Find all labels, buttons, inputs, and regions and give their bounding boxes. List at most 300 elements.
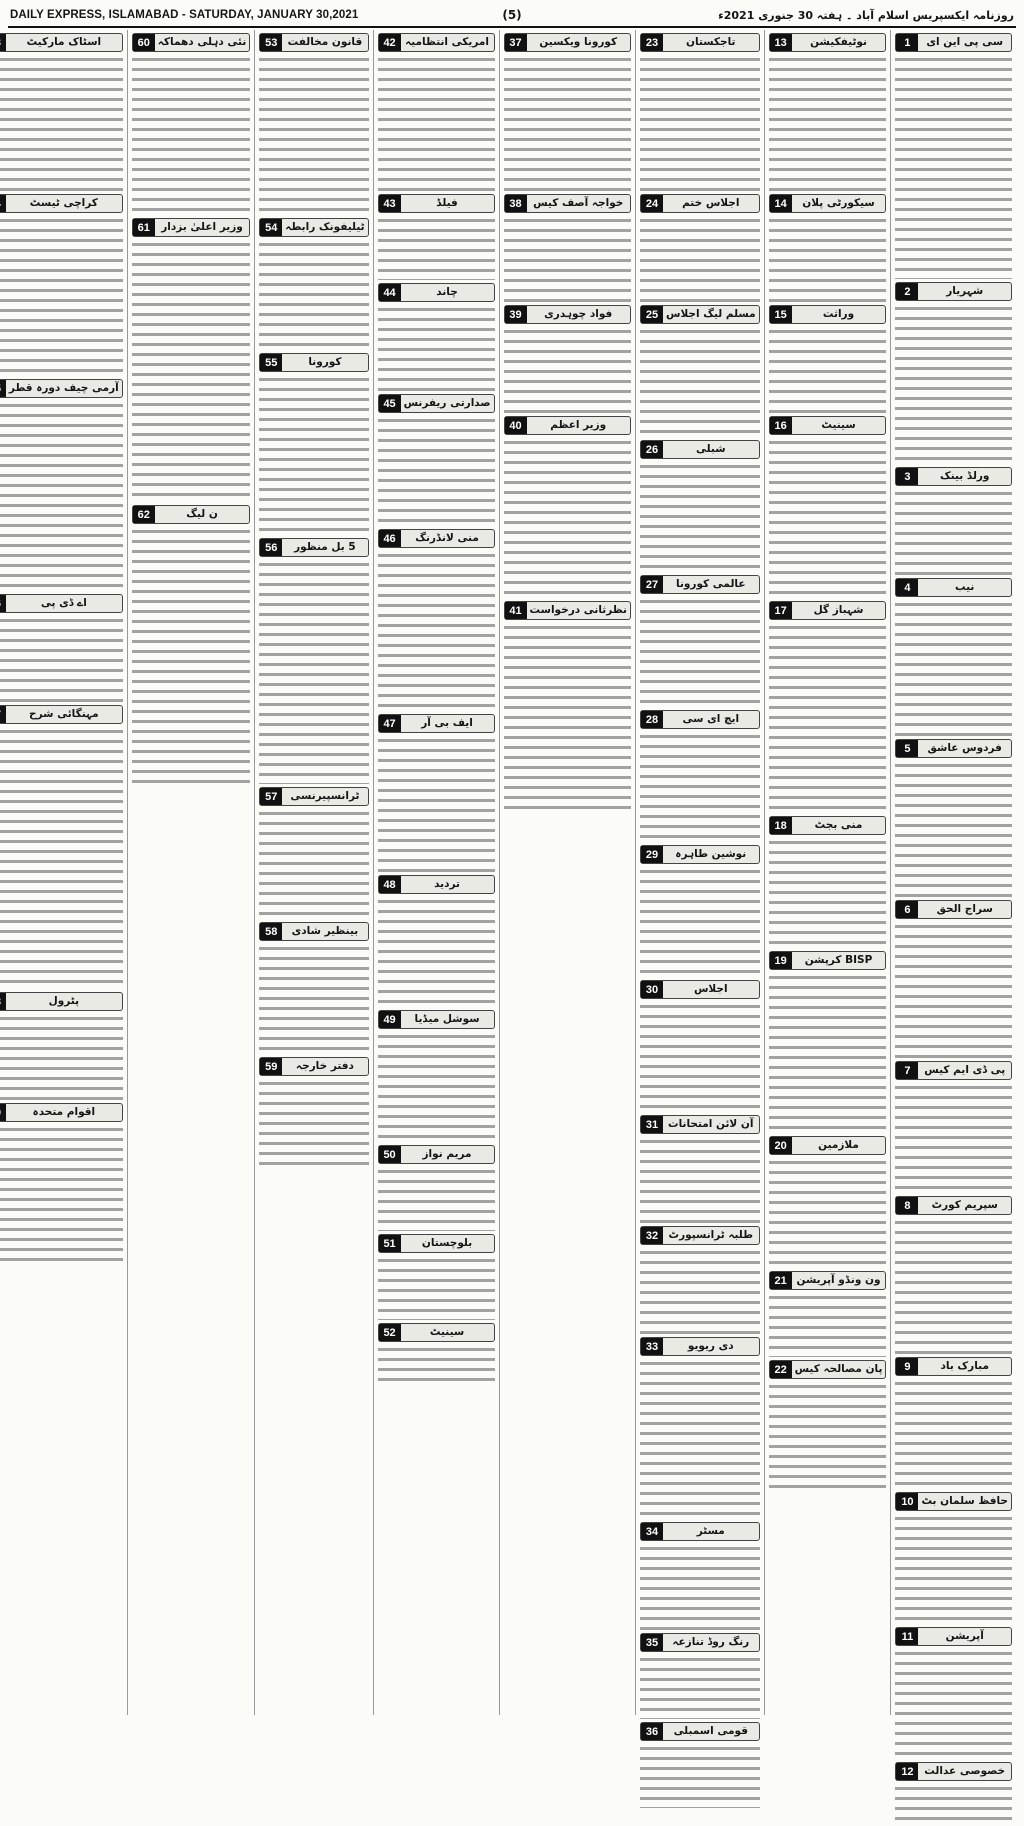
story-body-text (640, 1544, 760, 1630)
story-number-badge: 23 (641, 34, 663, 51)
story-heading (895, 1762, 1012, 1781)
story-number-badge: 18 (770, 817, 792, 834)
story-title: ون ونڈو آپریشن (796, 1274, 881, 1286)
story-body-text (640, 1744, 760, 1808)
story-title: اجلاس ختم (682, 197, 740, 209)
story-title: کورونا ویکسین (539, 36, 618, 48)
story-title: امریکی انتظامیہ (405, 36, 489, 48)
story-title: ورلڈ بینک (939, 470, 990, 482)
news-story (895, 578, 1012, 736)
story-heading (895, 1492, 1012, 1511)
story-title: نوشین طاہرہ (675, 848, 747, 860)
story-body-text (640, 462, 760, 572)
story-title: طلبہ ٹرانسپورٹ (668, 1229, 753, 1241)
story-title: اجلاس (693, 983, 728, 995)
story-number-badge: 26 (641, 441, 663, 458)
news-story (640, 1115, 760, 1223)
news-story (378, 1010, 495, 1142)
story-body-text (895, 1784, 1012, 1826)
story-heading (259, 787, 368, 806)
news-story (895, 1627, 1012, 1759)
story-title: مسٹر (696, 1525, 725, 1537)
story-body-text (895, 600, 1012, 736)
story-heading (640, 1522, 760, 1541)
story-title: آن لائن امتحانات (668, 1118, 754, 1130)
story-title: اقوام متحدہ (32, 1106, 96, 1118)
story-number-badge: 22 (770, 1361, 792, 1378)
story-body-text (259, 944, 368, 1054)
story-title: مسلم لیگ اجلاس (665, 308, 756, 320)
story-number-badge: 16 (770, 417, 792, 434)
story-title: سی پی این ای (926, 36, 1004, 48)
story-body-text (378, 55, 495, 191)
story-title: پٹرول (48, 995, 80, 1007)
story-number-badge: 28 (641, 711, 663, 728)
story-title: آپریشن (945, 1630, 984, 1642)
story-body-text (378, 736, 495, 872)
story-heading (259, 33, 368, 52)
story-number-badge: 60 (133, 34, 155, 51)
news-story (259, 787, 368, 919)
story-heading (0, 1103, 123, 1122)
story-body-text (378, 1167, 495, 1231)
story-heading (378, 1010, 495, 1029)
story-heading (378, 875, 495, 894)
story-heading (132, 33, 251, 52)
news-story (378, 394, 495, 526)
story-heading (0, 379, 123, 398)
story-number-badge: 10 (896, 1493, 918, 1510)
story-number-badge: 30 (641, 981, 663, 998)
masthead (8, 6, 1016, 28)
story-body-text (895, 1218, 1012, 1354)
story-title: بلوچستان (421, 1237, 473, 1249)
story-number-badge: 48 (379, 876, 401, 893)
news-story (640, 1337, 760, 1519)
story-body-text (769, 973, 887, 1133)
story-title: نوٹیفکیشن (810, 36, 867, 48)
news-story (259, 1057, 368, 1165)
story-body-text (132, 240, 251, 502)
news-story (378, 1323, 495, 1387)
story-heading (769, 816, 887, 835)
news-column (635, 30, 764, 1738)
story-number-badge: 41 (505, 602, 527, 619)
story-body-text (0, 216, 123, 376)
story-number-badge (0, 993, 6, 1010)
story-body-text (0, 401, 123, 591)
story-title: شہباز گل (813, 604, 864, 616)
story-heading (769, 951, 887, 970)
news-column (499, 30, 635, 1715)
story-title: ٹیلیفونک رابطہ (285, 221, 365, 233)
story-body-text (640, 867, 760, 977)
story-body-text (769, 55, 887, 191)
story-body-text (640, 55, 760, 191)
story-heading (895, 1357, 1012, 1376)
story-heading (378, 1323, 495, 1342)
story-number-badge: 11 (896, 1628, 918, 1645)
news-story (504, 416, 631, 598)
story-body-text (0, 727, 123, 989)
story-heading (895, 1627, 1012, 1646)
story-number-badge: 21 (770, 1272, 792, 1289)
news-story (640, 33, 760, 191)
story-number-badge: 36 (641, 1723, 663, 1740)
news-story (895, 33, 1012, 279)
news-story (132, 218, 251, 502)
story-number-badge: 43 (379, 195, 401, 212)
news-story (769, 33, 887, 191)
story-body-text (769, 327, 887, 413)
story-body-text (769, 216, 887, 302)
news-story (895, 1762, 1012, 1826)
news-story (259, 33, 368, 215)
story-title: خواجہ آصف کیس (533, 197, 624, 209)
news-story (895, 467, 1012, 575)
story-body-text (0, 1014, 123, 1100)
story-body-text (895, 55, 1012, 279)
story-body-text (504, 216, 631, 302)
story-title: اسٹاک مارکیٹ (26, 36, 102, 48)
story-heading (769, 1271, 887, 1290)
story-body-text (378, 416, 495, 526)
news-story (0, 705, 123, 989)
story-number-badge: 7 (896, 1062, 918, 1079)
story-title: تاجکستان (686, 36, 736, 48)
story-heading (0, 705, 123, 724)
story-heading (504, 33, 631, 52)
story-title: سوشل میڈیا (414, 1013, 480, 1025)
page-number: (5) (502, 8, 522, 22)
story-title: دی ریویو (687, 1340, 734, 1352)
story-number-badge: 49 (379, 1011, 401, 1028)
story-number-badge: 46 (379, 530, 401, 547)
news-story (640, 1522, 760, 1630)
story-heading (0, 594, 123, 613)
story-title: منی لانڈرنگ (415, 532, 479, 544)
news-column (373, 30, 499, 1715)
story-heading (640, 1115, 760, 1134)
story-number-badge: 44 (379, 284, 401, 301)
story-body-text (504, 438, 631, 598)
news-story (640, 440, 760, 572)
story-heading (895, 467, 1012, 486)
story-body-text (378, 305, 495, 391)
news-story (769, 194, 887, 302)
news-story (769, 416, 887, 598)
news-story (259, 353, 368, 535)
story-heading (769, 305, 887, 324)
story-body-text (259, 240, 368, 350)
story-title: ایف بی آر (421, 717, 473, 729)
news-story (504, 601, 631, 813)
story-body-text (769, 1158, 887, 1268)
story-heading (132, 218, 251, 237)
story-heading (895, 1061, 1012, 1080)
news-story (640, 1226, 760, 1334)
story-title: فواد چوہدری (544, 308, 613, 320)
story-body-text (378, 1345, 495, 1387)
story-body-text (895, 922, 1012, 1058)
story-number-badge (0, 595, 6, 612)
story-body-text (895, 1514, 1012, 1624)
news-story (769, 951, 887, 1133)
news-story (378, 1234, 495, 1320)
story-title: عالمی کورونا (676, 578, 746, 590)
story-heading (640, 33, 760, 52)
story-title: صدارتی ریفرنس (403, 397, 491, 409)
story-heading (378, 529, 495, 548)
story-body-text (640, 216, 760, 302)
news-story (895, 1357, 1012, 1489)
story-title: کراچی ٹیسٹ (29, 197, 98, 209)
story-body-text (769, 623, 887, 813)
story-number-badge: 39 (505, 306, 527, 323)
story-heading (640, 845, 760, 864)
story-heading (0, 33, 123, 52)
story-heading (504, 416, 631, 435)
story-title: فردوس عاشق (927, 742, 1002, 754)
story-body-text (132, 527, 251, 789)
story-body-text (378, 1256, 495, 1320)
story-heading (640, 575, 760, 594)
story-body-text (769, 1293, 887, 1357)
story-body-text (895, 761, 1012, 897)
story-body-text (504, 55, 631, 191)
news-story (769, 816, 887, 948)
story-title: مبارک باد (940, 1360, 989, 1372)
story-number-badge: 45 (379, 395, 401, 412)
story-body-text (769, 1382, 887, 1492)
news-story (895, 1492, 1012, 1624)
story-heading (895, 282, 1012, 301)
news-story (640, 305, 760, 437)
news-story (378, 283, 495, 391)
news-story (259, 218, 368, 350)
story-heading (378, 1145, 495, 1164)
story-body-text (259, 55, 368, 215)
story-number-badge: 33 (641, 1338, 663, 1355)
story-number-badge: 61 (133, 219, 155, 236)
news-story (378, 33, 495, 191)
story-number-badge (0, 195, 6, 212)
story-number-badge: 40 (505, 417, 527, 434)
story-heading (259, 353, 368, 372)
story-heading (259, 218, 368, 237)
story-title: سینیٹ (821, 419, 856, 431)
news-columns (8, 30, 1016, 1778)
story-body-text (259, 375, 368, 535)
story-number-badge: 37 (505, 34, 527, 51)
story-number-badge: 9 (896, 1358, 918, 1375)
story-title: نظرثانی درخواست (529, 604, 627, 616)
story-title: وزیر اعظم (550, 419, 607, 431)
news-story (0, 1103, 123, 1261)
story-number-badge: 59 (260, 1058, 282, 1075)
story-title: ن لیگ (186, 508, 218, 520)
news-column (764, 30, 891, 1715)
story-number-badge: 54 (260, 219, 282, 236)
news-story (769, 1136, 887, 1268)
story-heading (504, 601, 631, 620)
story-number-badge: 25 (641, 306, 663, 323)
story-heading (769, 1136, 887, 1155)
news-story (259, 538, 368, 784)
story-heading (769, 416, 887, 435)
story-title: آرمی چیف دورہ قطر (8, 382, 119, 394)
story-heading (378, 283, 495, 302)
story-title: چاند (436, 286, 458, 298)
story-heading (640, 305, 760, 324)
news-story (769, 305, 887, 413)
story-number-badge: 55 (260, 354, 282, 371)
news-story (378, 529, 495, 711)
masthead-english-dateline: DAILY EXPRESS, ISLAMABAD - SATURDAY, JANUARY 30,2021 (10, 9, 359, 21)
story-heading (895, 739, 1012, 758)
story-number-badge: 5 (896, 740, 918, 757)
story-number-badge: 34 (641, 1523, 663, 1540)
story-number-badge: 6 (896, 901, 918, 918)
story-heading (640, 710, 760, 729)
news-story (0, 33, 123, 191)
story-title: وزیر اعلیٰ بزدار (161, 221, 243, 233)
news-story (0, 194, 123, 376)
story-heading (895, 900, 1012, 919)
story-title: مہنگائی شرح (29, 708, 99, 720)
story-heading (895, 33, 1012, 52)
story-body-text (769, 838, 887, 948)
story-title: سپریم کورٹ (931, 1199, 998, 1211)
story-number-badge: 20 (770, 1137, 792, 1154)
story-body-text (640, 1137, 760, 1223)
news-story (640, 575, 760, 707)
story-body-text (640, 1655, 760, 1719)
story-number-badge: 15 (770, 306, 792, 323)
story-number-badge: 58 (260, 923, 282, 940)
story-body-text (769, 438, 887, 598)
story-number-badge: 4 (896, 579, 918, 596)
news-story (132, 505, 251, 789)
story-body-text (259, 1079, 368, 1165)
story-number-badge: 56 (260, 539, 282, 556)
story-title: نیب (955, 581, 975, 593)
story-body-text (640, 1248, 760, 1334)
news-story (378, 1145, 495, 1231)
story-heading (0, 194, 123, 213)
story-title: ملازمین (818, 1139, 859, 1151)
story-heading (640, 440, 760, 459)
news-story (0, 594, 123, 702)
news-story (895, 282, 1012, 464)
story-title: مریم نواز (422, 1148, 472, 1160)
story-title: وراثت (822, 308, 855, 320)
story-title: رنگ روڈ تنازعہ (672, 1636, 750, 1648)
story-body-text (0, 55, 123, 191)
story-body-text (895, 304, 1012, 464)
story-number-badge (0, 1104, 6, 1121)
news-story (504, 194, 631, 302)
story-title: سراج الحق (936, 903, 993, 915)
story-number-badge: 52 (379, 1324, 401, 1341)
story-number-badge (0, 706, 6, 723)
story-number-badge: 14 (770, 195, 792, 212)
story-number-badge: 51 (379, 1235, 401, 1252)
story-heading (378, 33, 495, 52)
story-title: خصوصی عدالت (924, 1765, 1006, 1777)
story-number-badge: 53 (260, 34, 282, 51)
story-number-badge: 24 (641, 195, 663, 212)
story-number-badge: 62 (133, 506, 155, 523)
story-number-badge: 27 (641, 576, 663, 593)
story-heading (769, 194, 887, 213)
story-body-text (378, 897, 495, 1007)
story-heading (640, 1633, 760, 1652)
story-title: قومی اسمبلی (673, 1725, 748, 1737)
story-number-badge: 19 (770, 952, 792, 969)
story-number-badge: 57 (260, 788, 282, 805)
news-story (640, 845, 760, 977)
story-title: بینظیر شادی (291, 925, 359, 937)
story-number-badge: 8 (896, 1197, 918, 1214)
story-body-text (378, 1032, 495, 1142)
story-heading (769, 33, 887, 52)
masthead-urdu-dateline: روزنامہ ایکسپریس اسلام آباد ۔ ہفتہ 30 جنوری 2021ء (718, 9, 1014, 22)
story-number-badge: 2 (896, 283, 918, 300)
news-story (640, 1633, 760, 1719)
story-number-badge: 38 (505, 195, 527, 212)
story-number-badge: 47 (379, 715, 401, 732)
news-story (0, 379, 123, 591)
news-story (769, 601, 887, 813)
story-body-text (895, 489, 1012, 575)
story-title: شبلی (696, 443, 726, 455)
news-story (0, 992, 123, 1100)
story-number-badge: 50 (379, 1146, 401, 1163)
news-story (895, 739, 1012, 897)
story-title: کورونا (308, 356, 342, 368)
story-number-badge: 13 (770, 34, 792, 51)
story-heading (378, 394, 495, 413)
story-title: 5 بل منظور (294, 541, 356, 553)
story-number-badge: 42 (379, 34, 401, 51)
story-number-badge: 3 (896, 468, 918, 485)
story-body-text (640, 1359, 760, 1519)
story-body-text (895, 1649, 1012, 1759)
story-title: پی ڈی ایم کیس (924, 1064, 1006, 1076)
story-body-text (895, 1083, 1012, 1193)
story-number-badge: 12 (896, 1763, 918, 1780)
news-story (640, 194, 760, 302)
news-story (132, 33, 251, 215)
news-story (378, 194, 495, 280)
story-number-badge: 1 (896, 34, 918, 51)
story-body-text (640, 327, 760, 437)
story-heading (504, 305, 631, 324)
story-body-text (259, 809, 368, 919)
story-title: سینیٹ (429, 1326, 465, 1338)
story-body-text (378, 551, 495, 711)
story-title: دفتر خارجہ (295, 1060, 354, 1072)
news-story (640, 980, 760, 1112)
story-heading (132, 505, 251, 524)
news-story (895, 900, 1012, 1058)
story-title: شہریار (946, 285, 984, 297)
news-story (259, 922, 368, 1054)
news-story (640, 710, 760, 842)
story-number-badge: 32 (641, 1227, 663, 1244)
story-title: پان مصالحہ کیس (794, 1363, 883, 1375)
